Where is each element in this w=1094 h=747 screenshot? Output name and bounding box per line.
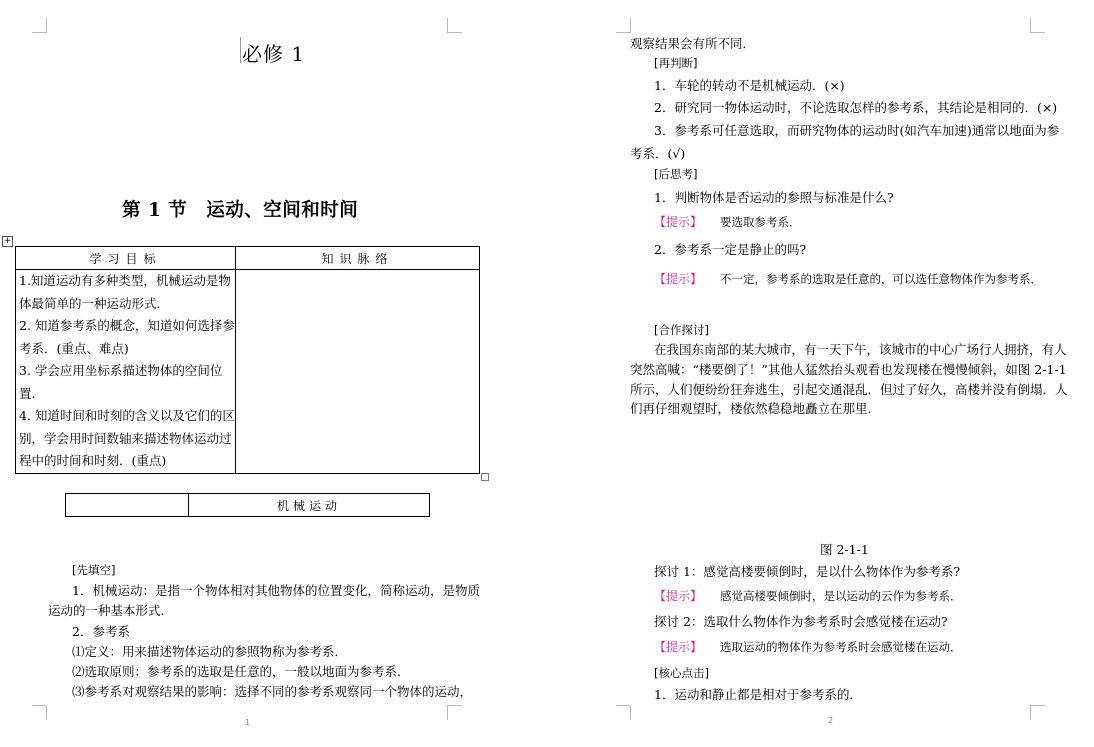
goal-line: 考系．(重点、难点) xyxy=(19,340,129,356)
section-label: [再判断] xyxy=(654,56,698,70)
body-line: 2．研究同一物体运动时，不论选取怎样的参考系，其结论是相同的．(×) xyxy=(654,100,1058,115)
body-line: 所示，人们便纷纷狂奔逃生，引起交通混乱．但过了好久，高楼并没有倒塌．人 xyxy=(630,382,1068,397)
hint-row xyxy=(654,214,800,230)
body-line: ⑶参考系对观察结果的影响：选择不同的参考系观察同一个物体的运动， xyxy=(72,684,473,699)
body-line: 2．参考系 xyxy=(72,624,130,639)
learning-goals-table xyxy=(15,246,480,474)
section-label: [后思考] xyxy=(654,167,698,181)
question-line: 1．判断物体是否运动的参照与标准是什么? xyxy=(654,190,894,205)
hint-text: 要选取参考系． xyxy=(719,215,801,229)
crop-mark xyxy=(1030,18,1045,33)
mechanical-motion-table xyxy=(65,493,430,517)
crop-mark xyxy=(616,705,631,720)
goal-line: 体最简单的一种运动形式. xyxy=(19,295,161,311)
page-gap xyxy=(520,0,578,747)
body-line: 1．机械运动：是指一个物体相对其他物体的位置变化，简称运动，是物质 xyxy=(72,583,480,598)
goal-line: 3. 学会应用坐标系描述物体的空间位 xyxy=(19,363,223,378)
hint-row xyxy=(654,588,961,604)
goals-header: 学习目标 xyxy=(16,247,236,270)
crop-mark xyxy=(1030,705,1045,720)
goal-line: 4. 知道时间和时刻的含义以及它们的区 xyxy=(19,408,235,423)
hint-text: 选取运动的物体作为参考系时会感觉楼在运动． xyxy=(719,640,962,654)
mech-heading: 机械运动 xyxy=(189,494,430,517)
table-resize-handle[interactable] xyxy=(481,473,489,481)
body-line: 观察结果会有所不同． xyxy=(630,36,756,51)
hint-tag: 【提示】 xyxy=(654,640,703,654)
crop-mark xyxy=(447,18,462,33)
crop-mark xyxy=(616,18,631,33)
hint-tag: 【提示】 xyxy=(654,589,703,603)
body-line: 1．运动和静止都是相对于参考系的． xyxy=(654,687,862,702)
page-number: 2 xyxy=(828,716,834,725)
text-cursor xyxy=(240,37,241,63)
hint-row xyxy=(654,639,961,655)
body-line: 1．车轮的转动不是机械运动．(×) xyxy=(654,78,845,93)
section-label: [核心点击] xyxy=(654,666,709,680)
knowledge-cell[interactable] xyxy=(235,270,479,474)
crop-mark xyxy=(447,705,462,720)
body-line: 3．参考系可任意选取，而研究物体的运动时(如汽车加速)通常以地面为参 xyxy=(654,123,1060,138)
figure-caption: 图 2-1-1 xyxy=(820,542,869,557)
document-page-1 xyxy=(0,0,520,747)
body-line: 运动的一种基本形式． xyxy=(48,603,174,618)
goal-line: 1.知道运动有多种类型，机械运动是物 xyxy=(19,273,231,288)
header-title: 必修 1 xyxy=(242,42,306,66)
body-line: 考系．(√) xyxy=(630,146,686,161)
body-line: 突然高喊：“楼要倒了！”其他人猛然抬头观看也发现楼在慢慢倾斜，如图 2-1-1 xyxy=(630,362,1067,377)
page-number: 1 xyxy=(245,718,251,727)
body-line: ⑴定义：用来描述物体运动的参照物称为参考系． xyxy=(72,644,348,659)
body-line: 在我国东南部的某大城市，有一天下午，该城市的中心广场行人拥挤，有人 xyxy=(654,342,1067,357)
hint-text: 不一定，参考系的选取是任意的，可以选任意物体作为参考系． xyxy=(719,272,1042,286)
section-title: 第 1 节 运动、空间和时间 xyxy=(122,200,359,221)
crop-mark xyxy=(32,705,47,720)
goal-line: 置. xyxy=(19,385,36,401)
knowledge-header: 知识脉络 xyxy=(235,247,479,270)
question-line: 探讨 1：感觉高楼要倾倒时，是以什么物体作为参考系? xyxy=(654,564,961,579)
goal-line: 2. 知道参考系的概念，知道如何选择参 xyxy=(19,318,235,333)
hint-tag: 【提示】 xyxy=(654,272,703,286)
mech-empty-cell[interactable] xyxy=(66,494,189,517)
document-page-2 xyxy=(578,0,1094,747)
section-label: [先填空] xyxy=(72,563,116,577)
goal-line: 程中的时间和时刻．(重点) xyxy=(19,453,167,468)
body-line: 们再仔细观望时，楼依然稳稳地矗立在那里． xyxy=(630,401,881,416)
question-line: 2．参考系一定是静止的吗? xyxy=(654,242,807,257)
table-move-handle-icon[interactable]: + xyxy=(3,236,12,246)
goal-line: 别，学会用时间数轴来描述物体运动过 xyxy=(19,430,232,446)
crop-mark xyxy=(32,18,47,33)
question-line: 探讨 2：选取什么物体作为参考系时会感觉楼在运动? xyxy=(654,614,948,629)
section-label: [合作探讨] xyxy=(654,323,709,337)
hint-row xyxy=(654,271,1042,287)
hint-text: 感觉高楼要倾倒时，是以运动的云作为参考系． xyxy=(719,589,962,603)
body-line: ⑵选取原则：参考系的选取是任意的，一般以地面为参考系． xyxy=(72,664,410,679)
goals-cell[interactable] xyxy=(16,270,236,474)
hint-tag: 【提示】 xyxy=(654,215,703,229)
